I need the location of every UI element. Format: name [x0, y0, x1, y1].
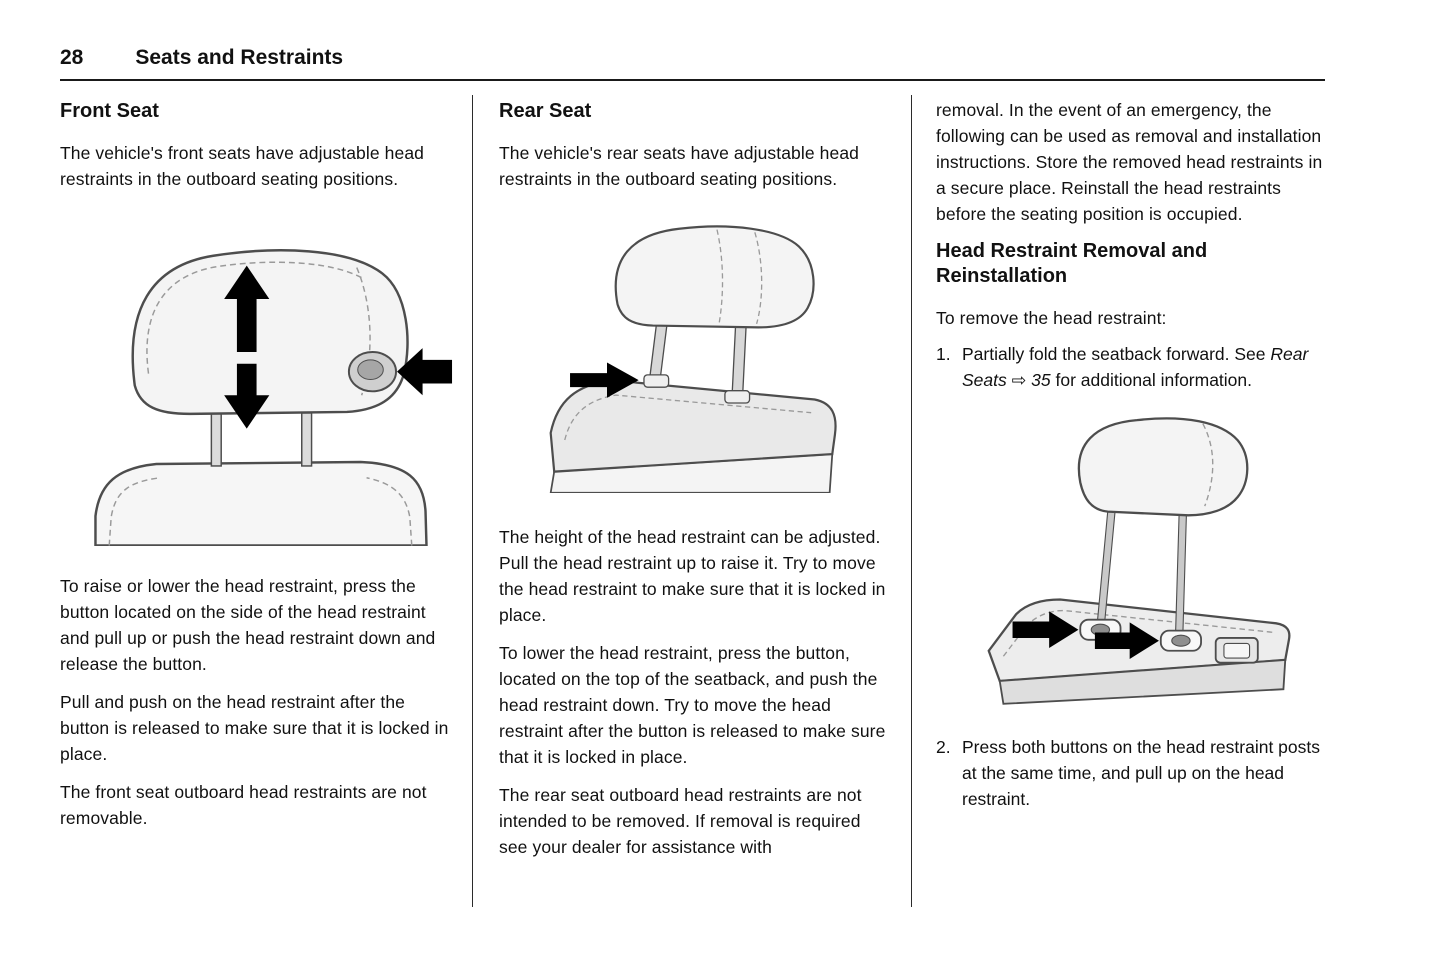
- front-head-restraint-svg: [66, 216, 454, 546]
- rear-headrest-shape: [616, 226, 814, 327]
- removal-headrest-shape: [1079, 418, 1247, 515]
- step-1-text-pre: Partially fold the seatback forward. See: [962, 344, 1266, 364]
- header-rule: [60, 79, 1325, 81]
- cross-reference-title: Rear Seats: [962, 344, 1309, 390]
- removal-continuation-paragraph: removal. In the event of an emergency, the following can be used as removal and installation instructions. Store the removed head restraints in a secure place. Reinstall the head restraints before the seating position is occupied.: [936, 100, 1323, 224]
- rear-post-right: [732, 327, 746, 397]
- headrest-post-right: [302, 413, 312, 466]
- front-seat-heading: Front Seat: [60, 100, 159, 122]
- head-restraint-removal-illustration: [972, 411, 1325, 718]
- latch-trim-inner: [1224, 643, 1250, 658]
- page-number: 28: [60, 46, 84, 69]
- front-seat-paragraph-2: To raise or lower the head restraint, press the button located on the side of the head restraint and pull up or push the head restraint down and release the button.: [60, 576, 436, 674]
- column-rear-seat: [472, 95, 912, 907]
- rear-post-guide-left: [644, 375, 669, 387]
- step-2-text: Press both buttons on the head restraint posts at the same time, and pull up on the head restraint.: [962, 737, 1320, 809]
- rear-post-left: [649, 326, 667, 382]
- rear-seat-paragraph-1: The vehicle's rear seats have adjustable head restraints in the outboard seating positions.: [499, 143, 860, 189]
- page-title: Seats and Restraints: [135, 46, 344, 69]
- step-1-text: [962, 341, 1325, 393]
- rear-seat-paragraph-3: To lower the head restraint, press the button, located on the top of the seatback, and push the head restraint down. Try to move the head restraint after the button is released to make sure that it is locked in place.: [499, 643, 886, 767]
- step-2-number: 2.: [936, 737, 951, 757]
- rear-seat-paragraph-2: The height of the head restraint can be adjusted. Pull the head restraint up to raise it. Try to move the head restraint to make sure that it is locked in place.: [499, 527, 886, 625]
- column-removal: [912, 95, 1325, 907]
- removal-intro: To remove the head restraint:: [936, 308, 1167, 328]
- cross-reference-page: 35: [1031, 370, 1051, 390]
- rear-post-guide-right: [725, 391, 750, 403]
- removal-step-2: [936, 734, 1325, 812]
- column-front-seat: [60, 95, 472, 907]
- front-seat-paragraph-4: The front seat outboard head restraints are not removable.: [60, 782, 427, 828]
- seatback-shape: [95, 462, 426, 545]
- removal-diagram-svg: [972, 411, 1302, 713]
- rear-head-restraint-illustration: [519, 218, 887, 498]
- headrest-post-left: [211, 413, 221, 466]
- front-head-restraint-illustration: [66, 216, 454, 551]
- step-1-number: 1.: [936, 344, 951, 364]
- step-1-text-post: for additional information.: [1055, 370, 1253, 390]
- headrest-button-inner: [358, 360, 384, 380]
- cross-reference-arrow-icon: ⇨: [1011, 370, 1027, 390]
- rear-head-restraint-svg: [519, 218, 871, 493]
- rear-seat-paragraph-4: The rear seat outboard head restraints are not intended to be removed. If removal is required see your dealer for assistance with: [499, 785, 862, 857]
- removal-heading: Head Restraint Removal and Reinstallation: [936, 240, 1208, 287]
- release-button-right: [1172, 635, 1190, 646]
- front-seat-paragraph-1: The vehicle's front seats have adjustable head restraints in the outboard seating positions.: [60, 143, 424, 189]
- three-column-layout: [60, 95, 1325, 907]
- front-seat-paragraph-3: Pull and push on the head restraint after the button is released to make sure that it is locked in place.: [60, 692, 449, 764]
- page-header: [60, 46, 1325, 70]
- rear-seat-heading: Rear Seat: [499, 100, 592, 122]
- removal-step-1: [936, 341, 1325, 393]
